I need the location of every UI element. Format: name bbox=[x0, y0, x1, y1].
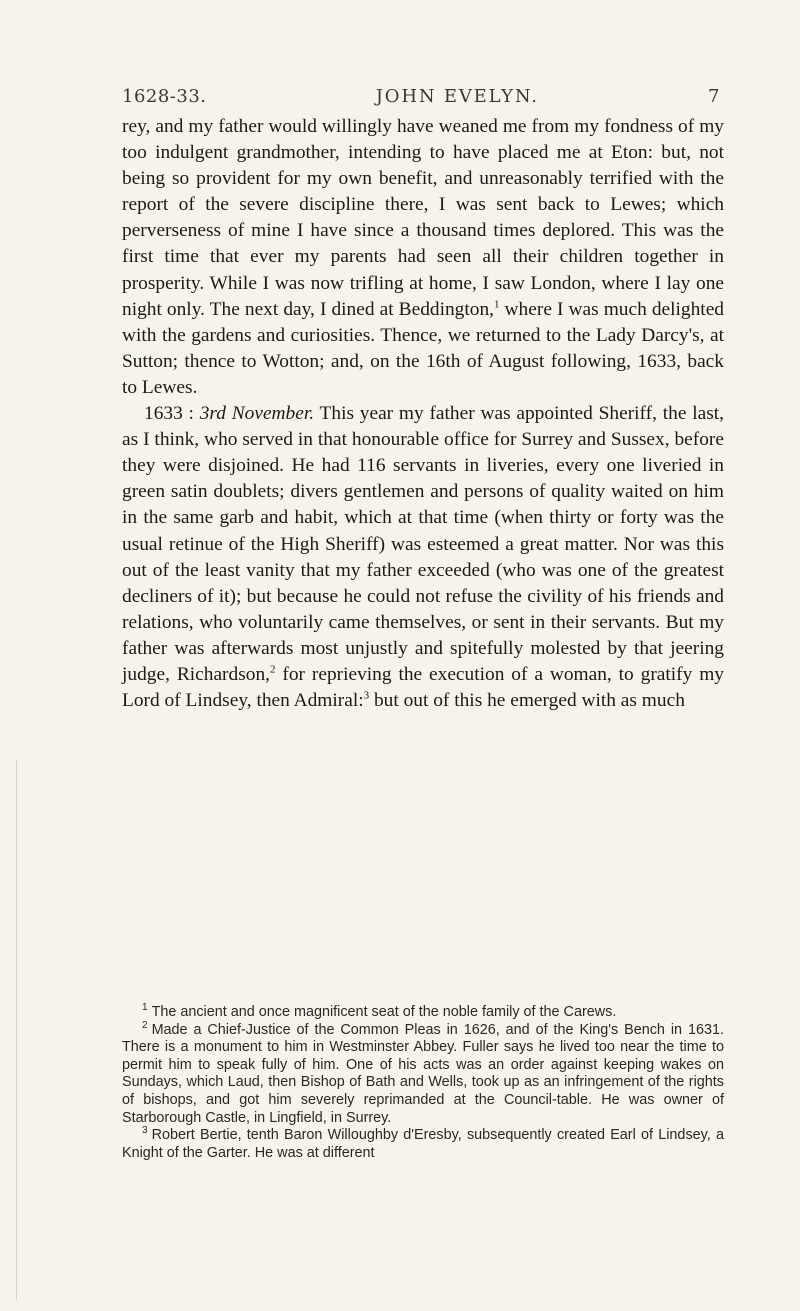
footnote-3-text: Robert Bertie, tenth Baron Willoughby d'Eresby, subsequently created Earl of Lindsey, a Knight of the Garter. He was at different bbox=[122, 1127, 724, 1161]
paragraph-1-text-a: rey, and my father would willingly have weaned me from my fondness of my too indulgent grandmother, intending to have placed me at Eton: but, not being so provident for my own benefit, and unreasonably terrified with the report of the severe discipline there, I was sent back to Lewes; which perverseness of mine I have since a thousand times deplored. This was the first time that ever my parents had seen all their children together in prosperity. While I was now trifling at home, I saw London, where I lay one night only. The next day, I dined at Beddington, bbox=[122, 116, 724, 320]
header-title: JOHN EVELYN. bbox=[375, 86, 539, 107]
main-text bbox=[122, 114, 724, 714]
entry-date-italic: 3rd November. bbox=[199, 403, 315, 425]
footnote-1-number: 1 bbox=[142, 1002, 148, 1014]
footnote-2-number: 2 bbox=[142, 1019, 148, 1031]
footnote-1 bbox=[122, 1004, 724, 1022]
paragraph-2-text-c: but out of this he emerged with as much bbox=[369, 690, 685, 712]
footnote-2-text: Made a Chief-Justice of the Common Pleas in 1626, and of the King's Bench in 1631. There is a monument to him in Westminster Abbey. Fuller says he lived too near the time to permit him to speak fully of him. One of his acts was an order against keeping wakes on Sundays, which Laud, then Bishop of Bath and Wells, took up as an infringement of the rights of bishops, and got him severely reprimanded at the Council-table. He was owner of Starborough Castle, in Lingfield, in Surrey. bbox=[122, 1021, 724, 1126]
footnote-2 bbox=[122, 1019, 724, 1128]
paragraph-1-text-b: where I was much delighted with the gardens and curiosities. Thence, we returned to the Lady Darcy's, at Sutton; thence to Wotton; and, on the 16th of August following, 1633, back to Lewes. bbox=[122, 298, 724, 398]
footnote-3-number: 3 bbox=[142, 1125, 148, 1137]
entry-date: 1633 : bbox=[144, 403, 200, 425]
running-header bbox=[122, 86, 720, 107]
page-number: 7 bbox=[708, 86, 720, 107]
page-edge-line bbox=[16, 760, 17, 1300]
footnote-ref-3: 3 bbox=[363, 689, 370, 702]
paragraph-2-text-a: This year my father was appointed Sheriff, the last, as I think, who served in that honourable office for Surrey and Sussex, before they were disjoined. He had 116 servants in liveries, every one liveried in green satin doublets; divers gentlemen and persons of quality waited on him in the same garb and habit, which at that time (when thirty or forty was the usual retinue of the High Sheriff) was esteemed a great matter. Nor was this out of the least vanity that my father exceeded (who was one of the greatest decliners of it); but because he could not refuse the civility of his friends and relations, who voluntarily came themselves, or sent in their servants. But my father was afterwards most unjustly and spitefully molested by that jeering judge, Richardson, bbox=[122, 403, 724, 685]
header-years: 1628-33. bbox=[122, 86, 207, 107]
footnotes bbox=[122, 1004, 724, 1162]
paragraph-2 bbox=[122, 401, 724, 714]
footnote-1-text: The ancient and once magnificent seat of the noble family of the Carews. bbox=[151, 1004, 617, 1020]
footnote-3 bbox=[122, 1127, 724, 1162]
paragraph-2-text-b: for reprieving the execution of a woman, to gratify my Lord of Lindsey, then Admiral: bbox=[122, 663, 724, 712]
footnote-ref-1: 1 bbox=[494, 298, 500, 311]
footnote-ref-2: 2 bbox=[269, 663, 276, 676]
paragraph-1 bbox=[122, 114, 724, 401]
